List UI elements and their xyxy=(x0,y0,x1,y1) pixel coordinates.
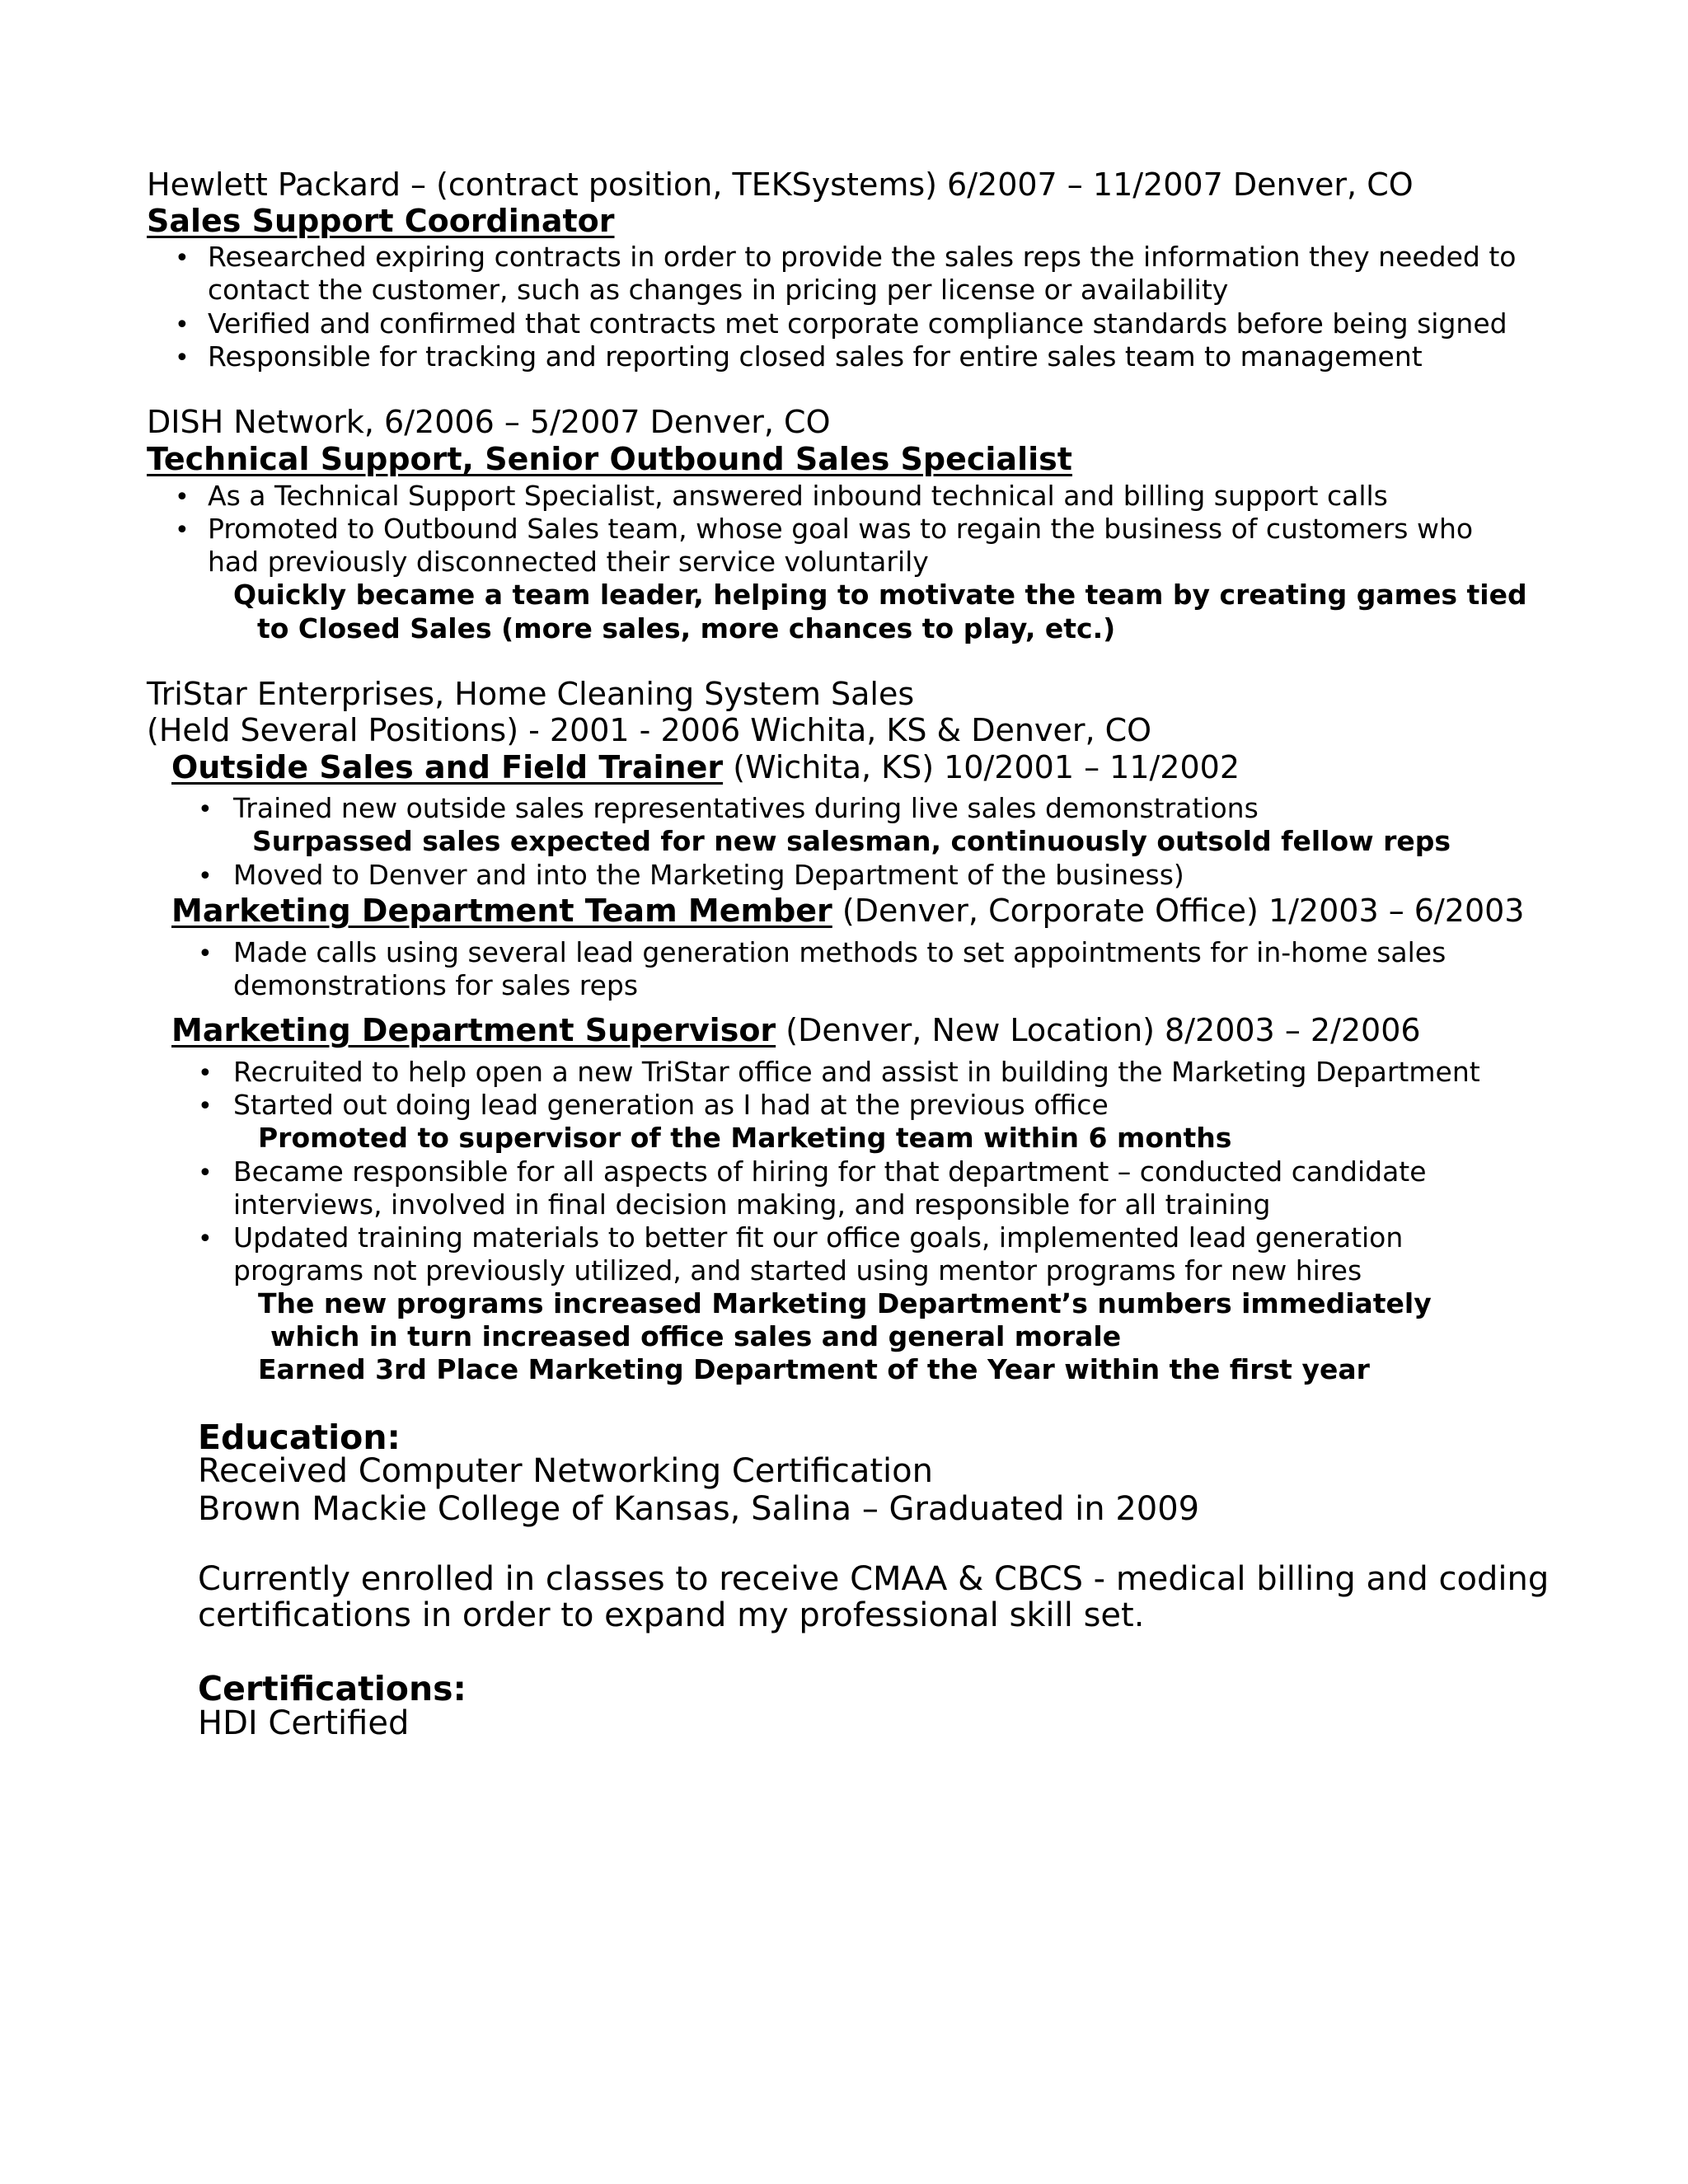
bullet-glyph: • xyxy=(198,1159,213,1188)
role-title: Marketing Department Team Member xyxy=(171,893,832,929)
bullet-glyph: • xyxy=(175,311,190,340)
bullet-glyph: • xyxy=(175,244,190,273)
role3-bullet-3: Became responsible for all aspects of hiring for that department – conducted candidate xyxy=(233,1155,1427,1188)
role3-highlight-1: Promoted to supervisor of the Marketing team within 6 months xyxy=(258,1122,1232,1154)
bullet-glyph: • xyxy=(198,1092,213,1121)
role1-bullet-2: Moved to Denver and into the Marketing Department of the business) xyxy=(233,859,1184,891)
dish-bullet-2: Promoted to Outbound Sales team, whose goal was to regain the business of customers who xyxy=(208,513,1474,545)
bullet-glyph: • xyxy=(175,344,190,373)
role2-bullet-1: Made calls using several lead generation methods to set appointments for in-home sales xyxy=(233,936,1447,968)
education-heading: Education: xyxy=(198,1418,401,1457)
tristar-company-line-1: TriStar Enterprises, Home Cleaning System Sales xyxy=(147,676,915,712)
role1-bullet-1: Trained new outside sales representatives during live sales demonstrations xyxy=(233,792,1259,824)
dish-job-title: Technical Support, Senior Outbound Sales Specialist xyxy=(147,441,1072,477)
bullet-glyph: • xyxy=(198,940,213,968)
hp-bullet-3: Responsible for tracking and reporting closed sales for entire sales team to management xyxy=(208,340,1423,373)
bullet-glyph: • xyxy=(198,862,213,891)
certifications-heading: Certifications: xyxy=(198,1669,467,1708)
education-line-3: Currently enrolled in classes to receive CMAA & CBCS - medical billing and coding xyxy=(198,1560,1550,1598)
role3-bullet-3-cont: interviews, involved in final decision making, and responsible for all training xyxy=(233,1188,1271,1221)
role3-bullet-4: Updated training materials to better fit our office goals, implemented lead generation xyxy=(233,1221,1404,1254)
role-detail: (Denver, Corporate Office) 1/2003 – 6/2003 xyxy=(842,893,1525,929)
role3-highlight-3: which in turn increased office sales and general morale xyxy=(270,1320,1122,1352)
role-title: Outside Sales and Field Trainer xyxy=(171,749,724,785)
role-detail: (Denver, New Location) 8/2003 – 2/2006 xyxy=(785,1012,1421,1048)
dish-bullet-1: As a Technical Support Specialist, answered inbound technical and billing support calls xyxy=(208,480,1388,512)
education-line-2: Brown Mackie College of Kansas, Salina – Graduated in 2009 xyxy=(198,1490,1200,1528)
tristar-company-line-2: (Held Several Positions) - 2001 - 2006 Wichita, KS & Denver, CO xyxy=(147,712,1152,748)
education-line-1: Received Computer Networking Certification xyxy=(198,1452,933,1490)
role1-highlight: Surpassed sales expected for new salesman, continuously outsold fellow reps xyxy=(252,825,1451,857)
role2-bullet-1-cont: demonstrations for sales reps xyxy=(233,969,639,1001)
certification-item: HDI Certified xyxy=(198,1704,410,1742)
hp-company-line: Hewlett Packard – (contract position, TEKSystems) 6/2007 – 11/2007 Denver, CO xyxy=(147,166,1414,203)
role3-bullet-2: Started out doing lead generation as I had at the previous office xyxy=(233,1089,1109,1121)
hp-bullet-1-cont: contact the customer, such as changes in pricing per license or availability xyxy=(208,274,1229,306)
role-marketing-member-line xyxy=(171,893,1525,929)
dish-bullet-2-cont: had previously disconnected their service voluntarily xyxy=(208,546,929,578)
role-outside-sales-line xyxy=(171,749,1240,785)
role3-bullet-1: Recruited to help open a new TriStar office and assist in building the Marketing Department xyxy=(233,1056,1480,1088)
role3-highlight-2: The new programs increased Marketing Department’s numbers immediately xyxy=(258,1287,1432,1319)
education-line-4: certifications in order to expand my professional skill set. xyxy=(198,1596,1145,1634)
hp-bullet-2: Verified and confirmed that contracts met corporate compliance standards before being signed xyxy=(208,307,1507,340)
role-marketing-supervisor-line xyxy=(171,1012,1421,1048)
bullet-glyph: • xyxy=(175,516,190,545)
dish-company-line: DISH Network, 6/2006 – 5/2007 Denver, CO xyxy=(147,404,831,440)
role-detail: (Wichita, KS) 10/2001 – 11/2002 xyxy=(733,749,1240,785)
bullet-glyph: • xyxy=(198,1225,213,1254)
bullet-glyph: • xyxy=(198,795,213,824)
bullet-glyph: • xyxy=(198,1059,213,1088)
role3-highlight-4: Earned 3rd Place Marketing Department of the Year within the first year xyxy=(258,1353,1370,1385)
dish-highlight-2: to Closed Sales (more sales, more chances to play, etc.) xyxy=(257,612,1116,644)
hp-bullet-1: Researched expiring contracts in order to provide the sales reps the information they needed to xyxy=(208,241,1517,273)
dish-highlight-1: Quickly became a team leader, helping to motivate the team by creating games tied xyxy=(233,579,1527,611)
role3-bullet-4-cont: programs not previously utilized, and started using mentor programs for new hires xyxy=(233,1254,1362,1286)
role-title: Marketing Department Supervisor xyxy=(171,1012,776,1048)
hp-job-title: Sales Support Coordinator xyxy=(147,203,615,239)
bullet-glyph: • xyxy=(175,483,190,512)
